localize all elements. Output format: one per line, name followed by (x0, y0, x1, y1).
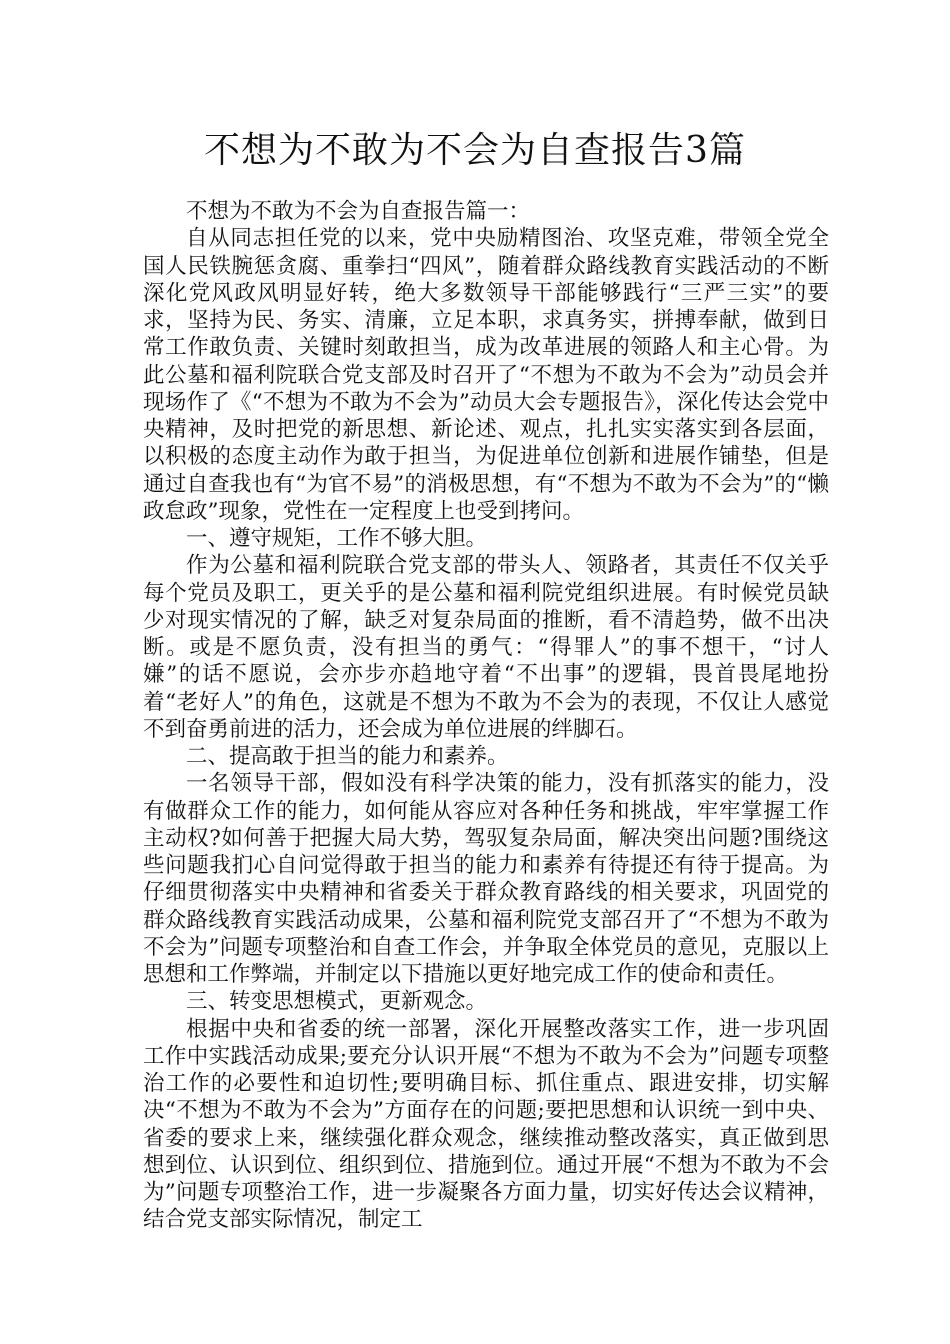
section-heading: 一、遵守规矩，工作不够大胆。 (186, 526, 488, 551)
section-heading: 不想为不敢为不会为自查报告篇一： (186, 199, 531, 224)
paragraph: 根据中央和省委的统一部署，深化开展整改落实工作，进一步巩固工作中实践活动成果;要充分认识开展“不想为不敢为不会为”问题专项整治工作的必要性和迫切性;要明确目标、抓住重点、跟进安排，切实解决“不想为不敢为不会为”方面存在的问题;要把思想和认识统一到中央、省委的要求上来，继续强化群众观念，继续推动整改落实，真正做到思想到位、认识到位、组织到位、措施到位。通过开展“不想为不敢为不会为”问题专项整治工作，进一步凝聚各方面力量，切实好传达会议精神，结合党支部实际情况，制定工 (143, 1016, 829, 1233)
section-heading: 二、提高敢于担当的能力和素养。 (186, 744, 509, 769)
paragraph: 自从同志担任党的以来，党中央励精图治、攻坚克难，带领全党全国人民铁腕惩贪腐、重拳扫“四风”，随着群众路线教育实践活动的不断深化党风政风明显好转，绝大多数领导干部能够践行“三严三实”的要求，坚持为民、务实、清廉，立足本职，求真务实，拼搏奉献，做到日常工作敢负责、关键时刻敢担当，成为改革进展的领路人和主心骨。为此公墓和福利院联合党支部及时召开了“不想为不敢为不会为”动员会并现场作了《“不想为不敢为不会为”动员大会专题报告》，深化传达会党中央精神，及时把党的新思想、新论述、观点，扎扎实实落实到各层面，以积极的态度主动作为敢于担当，为促进单位创新和进展作铺垫，但是通过自查我也有“为官不易”的消极思想，有“不想为不敢为不会为”的“懒政怠政”现象，党性在一定程度上也受到拷问。 (143, 226, 829, 524)
paragraph: 作为公墓和福利院联合党支部的带头人、领路者，其责任不仅关乎每个党员及职工，更关乎的是公墓和福利院党组织进展。有时候党员缺少对现实情况的了解，缺乏对复杂局面的推断，看不清趋势，做不出决断。或是不愿负责，没有担当的勇气：“得罪人”的事不想干，“讨人嫌”的话不愿说，会亦步亦趋地守着“不出事”的逻辑，畏首畏尾地扮着“老好人”的角色，这就是不想为不敢为不会为的表现，不仅让人感觉不到奋勇前进的活力，还会成为单位进展的绊脚石。 (143, 553, 829, 742)
paragraph: 一名领导干部，假如没有科学决策的能力，没有抓落实的能力，没有做群众工作的能力，如何能从容应对各种任务和挑战，牢牢掌握工作主动权?如何善于把握大局大势，驾驭复杂局面，解决突出问题?围绕这些问题我扪心自问觉得敢于担当的能力和素养有待提还有待于提高。为仔细贯彻落实中央精神和省委关于群众教育路线的相关要求，巩固党的群众路线教育实践活动成果，公墓和福利院党支部召开了“不想为不敢为不会为”问题专项整治和自查工作会，并争取全体党员的意见，克服以上思想和工作弊端，并制定以下措施以更好地完成工作的使命和责任。 (143, 771, 829, 987)
section-heading: 三、转变思想模式，更新观念。 (186, 989, 488, 1015)
document-title: 不想为不敢为不会为自查报告3篇 (204, 130, 746, 171)
document-body (143, 198, 829, 1234)
